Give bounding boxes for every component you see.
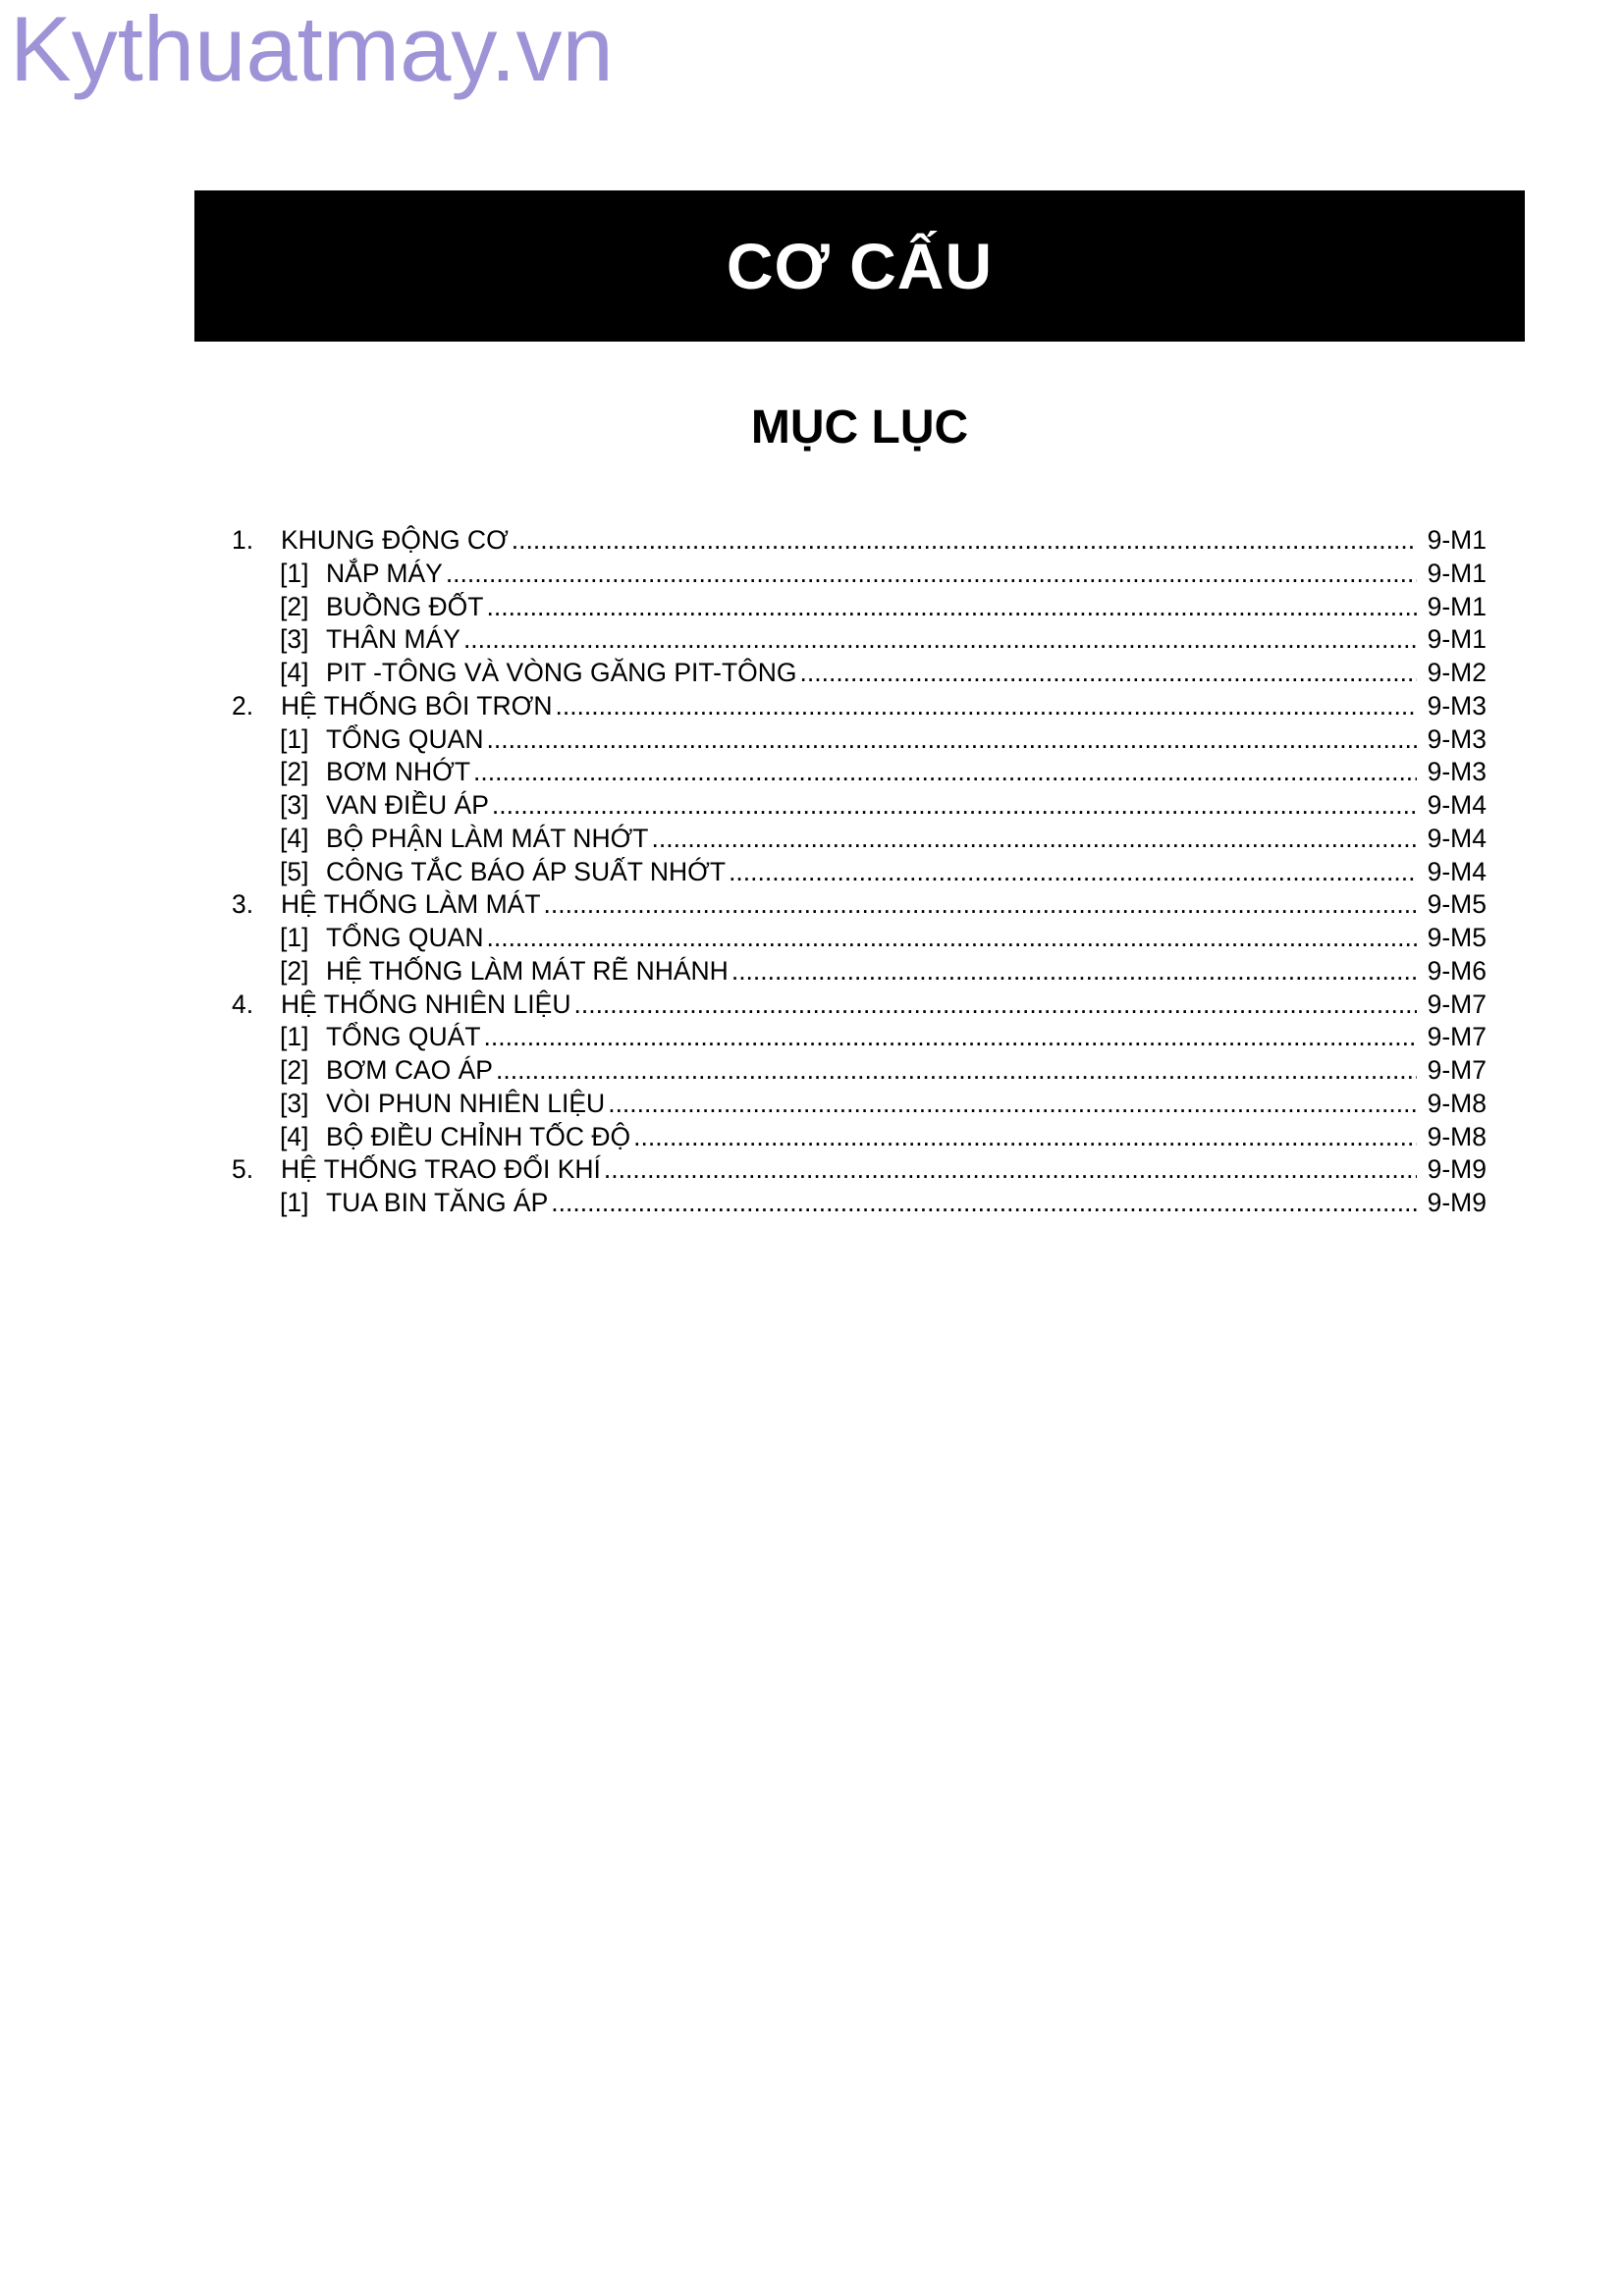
toc-entry-title: NẮP MÁY [326,558,443,588]
toc-entry-title: TỔNG QUAN [326,723,484,754]
toc-subsection-entry[interactable] [232,1054,1487,1088]
toc-dot-leader [544,888,1417,922]
toc-entry-page: 9-M9 [1427,1188,1487,1217]
toc-entry-title: THÂN MÁY [326,624,460,655]
toc-entry-title: BUỒNG ĐỐT [326,591,484,621]
toc-heading: MỤC LỤC [750,401,969,454]
toc-entry-page: 9-M7 [1427,1022,1487,1052]
toc-entry-page: 9-M9 [1427,1154,1487,1185]
chapter-title: CƠ CẤU [726,230,994,302]
toc-entry-number: [1] [280,1188,309,1217]
toc-dot-leader [473,756,1417,789]
toc-section-entry[interactable] [232,888,1487,922]
toc-dot-leader [486,922,1417,955]
toc-entry-number: [4] [280,823,309,853]
toc-entry-title: VÒI PHUN NHIÊN LIỆU [326,1088,606,1118]
toc-dot-leader [729,856,1417,889]
toc-subsection-entry[interactable] [232,657,1487,690]
toc-entry-title: BƠM NHỚT [326,757,471,787]
toc-dot-leader [486,591,1417,624]
toc-entry-title: PIT -TÔNG VÀ VÒNG GĂNG PIT-TÔNG [326,658,797,687]
toc-subsection-entry[interactable] [232,591,1487,624]
toc-entry-page: 9-M4 [1427,790,1487,820]
toc-entry-number: [1] [280,923,309,952]
toc-subsection-entry[interactable] [232,955,1487,988]
toc-entry-page: 9-M1 [1427,525,1487,555]
toc-entry-title: TỔNG QUAN [326,923,484,952]
toc-subsection-entry[interactable] [232,1187,1487,1220]
title-banner [194,190,1525,342]
toc-dot-leader [731,955,1417,988]
toc-entry-number: [1] [280,558,309,588]
toc-entry-number: [3] [280,1088,309,1118]
toc-dot-leader [800,657,1418,690]
toc-subsection-entry[interactable] [232,1121,1487,1154]
toc-dot-leader [446,558,1417,591]
toc-subsection-entry[interactable] [232,789,1487,823]
toc-entry-page: 9-M8 [1427,1088,1487,1118]
toc-entry-number: 4. [232,988,254,1019]
toc-subsection-entry[interactable] [232,823,1487,856]
toc-entry-page: 9-M4 [1427,856,1487,886]
toc-entry-title: VAN ĐIỀU ÁP [326,790,489,820]
toc-entry-number: [2] [280,757,309,787]
toc-entry-title: TỔNG QUÁT [326,1022,481,1052]
toc-entry-number: 5. [232,1154,254,1185]
toc-subsection-entry[interactable] [232,1088,1487,1121]
toc-entry-page: 9-M5 [1427,923,1487,952]
toc-section-entry[interactable] [232,1153,1487,1187]
toc-entry-number: [4] [280,1121,309,1151]
toc-entry-title: TUA BIN TĂNG ÁP [326,1188,549,1217]
toc-entry-number: [1] [280,1022,309,1052]
toc-entry-page: 9-M2 [1427,658,1487,687]
toc-entry-number: [2] [280,955,309,986]
toc-entry-number: [3] [280,790,309,820]
toc-entry-page: 9-M1 [1427,558,1487,588]
toc-subsection-entry[interactable] [232,723,1487,757]
toc-dot-leader [604,1153,1417,1187]
toc-entry-number: 2. [232,690,254,721]
table-of-contents [232,524,1487,1220]
toc-entry-number: [3] [280,624,309,655]
toc-entry-number: [4] [280,658,309,687]
toc-entry-title: HỆ THỐNG LÀM MÁT [281,889,541,920]
toc-subsection-entry[interactable] [232,856,1487,889]
toc-entry-number: [1] [280,723,309,754]
toc-entry-page: 9-M1 [1427,591,1487,621]
toc-dot-leader [555,690,1417,723]
toc-entry-number: [2] [280,1055,309,1085]
toc-entry-page: 9-M3 [1427,690,1487,721]
toc-entry-title: HỆ THỐNG BÔI TRƠN [281,690,553,721]
toc-entry-page: 9-M6 [1427,955,1487,986]
toc-dot-leader [463,623,1417,657]
toc-dot-leader [484,1021,1417,1054]
toc-entry-page: 9-M7 [1427,1055,1487,1085]
toc-entry-number: 3. [232,889,254,920]
toc-dot-leader [573,988,1417,1022]
toc-entry-page: 9-M7 [1427,988,1487,1019]
toc-entry-title: BỘ PHẬN LÀM MÁT NHỚT [326,823,649,853]
toc-entry-title: KHUNG ĐỘNG CƠ [281,525,509,555]
toc-entry-title: HỆ THỐNG LÀM MÁT RẼ NHÁNH [326,955,729,986]
toc-entry-title: HỆ THỐNG NHIÊN LIỆU [281,988,571,1019]
toc-entry-page: 9-M1 [1427,624,1487,655]
toc-dot-leader [512,524,1417,558]
toc-entry-title: CÔNG TẮC BÁO ÁP SUẤT NHỚT [326,856,727,886]
toc-dot-leader [551,1187,1417,1220]
toc-entry-title: BỘ ĐIỀU CHỈNH TỐC ĐỘ [326,1121,631,1151]
toc-subsection-entry[interactable] [232,756,1487,789]
toc-entry-title: HỆ THỐNG TRAO ĐỔI KHÍ [281,1154,601,1185]
toc-dot-leader [633,1121,1417,1154]
toc-subsection-entry[interactable] [232,558,1487,591]
toc-subsection-entry[interactable] [232,623,1487,657]
toc-entry-title: BƠM CAO ÁP [326,1055,493,1085]
toc-section-entry[interactable] [232,988,1487,1022]
toc-dot-leader [496,1054,1417,1088]
toc-entry-page: 9-M5 [1427,889,1487,920]
toc-subsection-entry[interactable] [232,1021,1487,1054]
toc-entry-page: 9-M3 [1427,723,1487,754]
toc-dot-leader [652,823,1418,856]
toc-section-entry[interactable] [232,524,1487,558]
toc-dot-leader [608,1088,1417,1121]
toc-subsection-entry[interactable] [232,922,1487,955]
toc-section-entry[interactable] [232,690,1487,723]
watermark-text: Kythuatmay.vn [10,0,614,100]
toc-dot-leader [492,789,1417,823]
toc-entry-page: 9-M3 [1427,757,1487,787]
toc-entry-page: 9-M8 [1427,1121,1487,1151]
toc-entry-page: 9-M4 [1427,823,1487,853]
toc-entry-number: 1. [232,525,254,555]
toc-entry-number: [5] [280,856,309,886]
toc-dot-leader [486,723,1417,757]
toc-entry-number: [2] [280,591,309,621]
